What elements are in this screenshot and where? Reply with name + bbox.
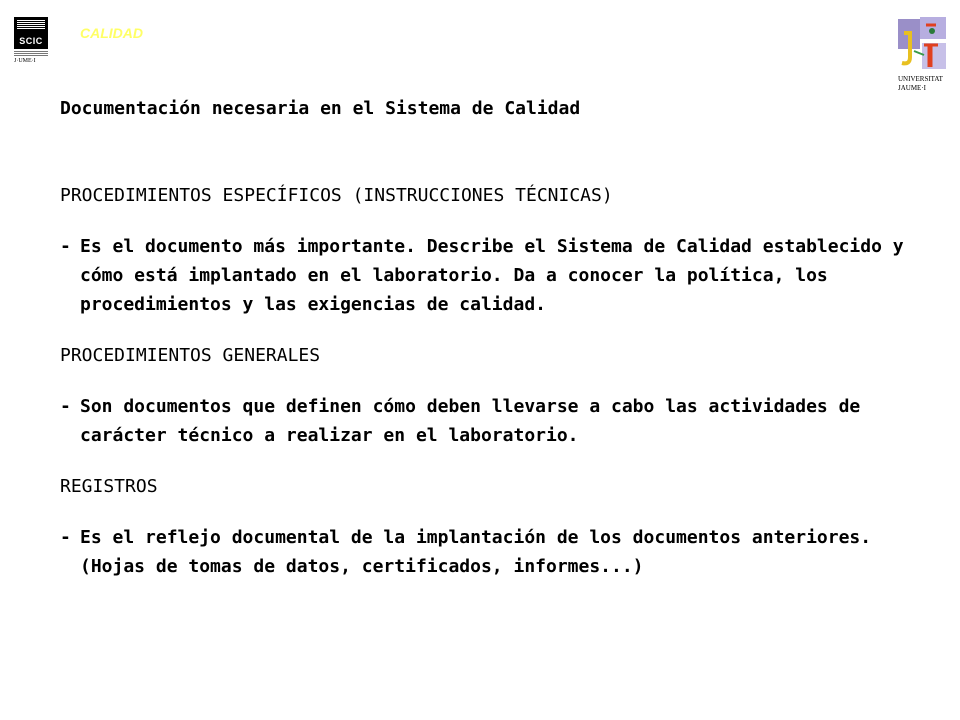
bullet-text: Es el documento más importante. Describe el Sistema de Calidad establecido y cómo está implantado en el laboratorio. Da a conocer la política, los procedimientos y las exigencias de calidad. <box>80 236 904 315</box>
university-logo <box>896 17 952 93</box>
section-heading-registros: REGISTROS <box>60 476 158 497</box>
scic-logo-mark <box>14 17 48 49</box>
bullet-dash: - <box>60 527 71 548</box>
bullet-text: Son documentos que definen cómo deben llevarse a cabo las actividades de carácter técnico a realizar en el laboratorio. <box>80 396 861 446</box>
bullet-item-especificos <box>60 232 940 319</box>
university-logo-line-1: UNIVERSITAT <box>898 75 943 83</box>
bullet-dash: - <box>60 236 71 257</box>
university-logo-line-2: JAUME·I <box>898 84 926 92</box>
bullet-item-generales <box>60 392 940 450</box>
scic-logo-lines <box>14 51 48 57</box>
section-heading-generales: PROCEDIMIENTOS GENERALES <box>60 345 321 366</box>
slide-content <box>60 94 940 581</box>
section-heading-especificos: PROCEDIMIENTOS ESPECÍFICOS (INSTRUCCIONES TÉCNICAS) <box>60 185 613 206</box>
header-label: CALIDAD <box>80 25 143 41</box>
scic-logo-text: SCIC <box>19 36 43 46</box>
scic-logo-caption: J·UME·I <box>14 58 36 64</box>
bullet-text: Es el reflejo documental de la implantación de los documentos anteriores. (Hojas de tomas de datos, certificados, informes...) <box>80 527 872 577</box>
bullet-item-registros <box>60 523 940 581</box>
bullet-dash: - <box>60 396 71 417</box>
scic-logo <box>14 17 50 65</box>
page-title: Documentación necesaria en el Sistema de Calidad <box>60 98 581 119</box>
university-logo-art <box>896 17 948 71</box>
